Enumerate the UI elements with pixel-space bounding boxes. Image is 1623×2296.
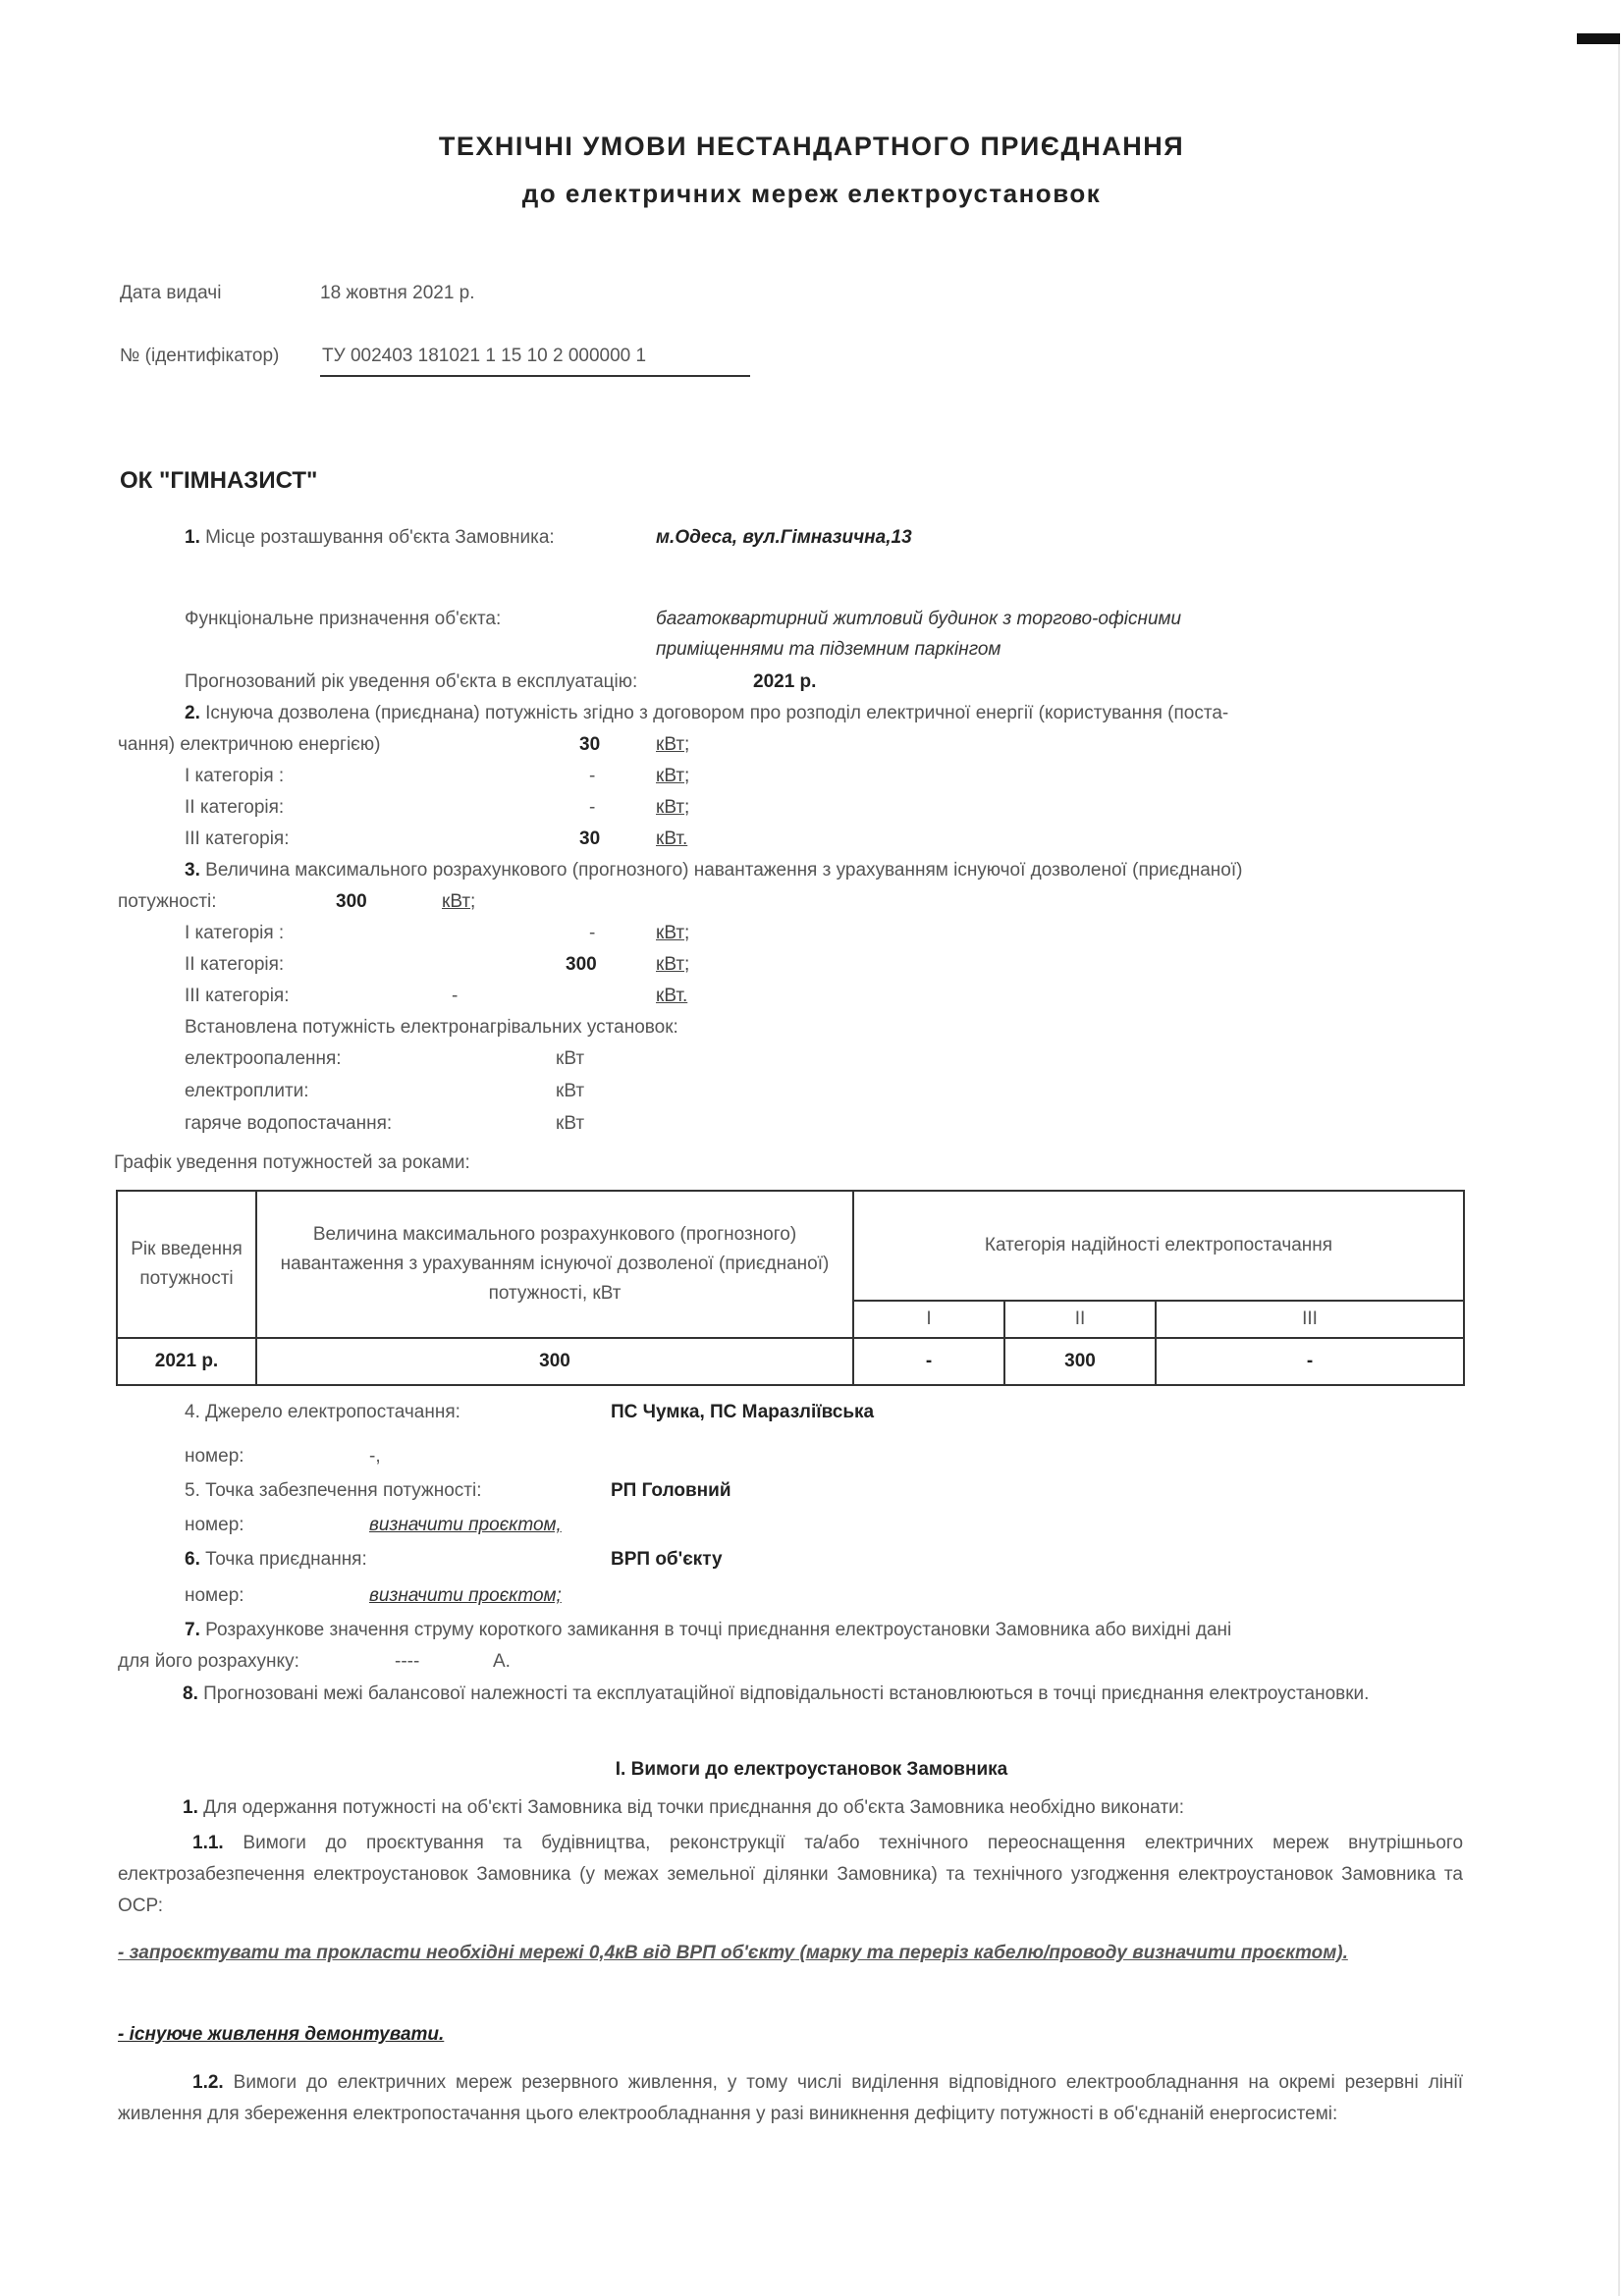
item3-total-unit: кВт; [442, 891, 476, 912]
item3-cat3-unit: кВт. [656, 986, 688, 1006]
item3-text-line2: потужності: [118, 891, 217, 912]
header-cat-II: ІІ [1004, 1301, 1156, 1338]
item3-cat3-label: ІІІ категорія: [185, 986, 290, 1006]
heating-label-2: електроплити: [185, 1081, 309, 1101]
section1-p11 [118, 1828, 1463, 1922]
item8-number: 8. [183, 1683, 198, 1704]
heating-unit-1: кВт [556, 1048, 585, 1069]
item7-value: ---- [395, 1651, 420, 1672]
header-year: Рік введення потужності [117, 1191, 256, 1338]
item3-text: Величина максимального розрахункового (прогнозного) навантаження з урахуванням існуючої дозволеної (приєднаної) [205, 860, 1243, 881]
item2-number: 2. [185, 703, 200, 723]
item3-cat2-value: 300 [566, 954, 597, 975]
item2-cat1-label: І категорія : [185, 766, 285, 786]
scan-corner-mark [1577, 33, 1620, 44]
item4-label [185, 1402, 460, 1423]
heating-unit-2: кВт [556, 1081, 585, 1101]
item5-number-value: визначити проєктом, [369, 1515, 562, 1535]
issue-date-value: 18 жовтня 2021 р. [320, 283, 475, 303]
item2-cat3-unit: кВт. [656, 828, 688, 849]
p1-text: Для одержання потужності на об'єкті Замовника від точки приєднання до об'єкта Замовника необхідно виконати: [203, 1797, 1185, 1818]
item6-number: 6. [185, 1549, 200, 1570]
item5-label [185, 1480, 481, 1502]
requirement-2: - існуюче живлення демонтувати. [118, 2024, 445, 2045]
commission-year-label: Прогнозований рік уведення об'єкта в експлуатацію: [185, 671, 638, 692]
item1-number: 1. [185, 527, 200, 548]
function-label: Функціональне призначення об'єкта: [185, 609, 502, 629]
item3-cat2-label: ІІ категорія: [185, 954, 285, 975]
item4-number-label: номер: [185, 1446, 244, 1467]
cell-cat-I: - [853, 1338, 1004, 1385]
cell-cat-III: - [1156, 1338, 1464, 1385]
item2-cat2-value: - [589, 797, 596, 818]
item8-paragraph [118, 1679, 1463, 1710]
function-value-line1: багатоквартирний житловий будинок з торгово-офісними [656, 609, 1182, 629]
item7-number: 7. [185, 1620, 200, 1640]
identifier-value: ТУ 002403 181021 1 15 10 2 000000 1 [322, 346, 647, 366]
commission-year-value: 2021 р. [753, 671, 817, 692]
item5-text: Точка забезпечення потужності: [205, 1480, 482, 1501]
header-cat-I: І [853, 1301, 1004, 1338]
item2-cat1-unit: кВт; [656, 766, 690, 786]
heating-unit-3: кВт [556, 1113, 585, 1134]
item3-number: 3. [185, 860, 200, 881]
item3-cat2-unit: кВт; [656, 954, 690, 975]
item6-number-label: номер: [185, 1585, 244, 1606]
header-cat-III: ІІІ [1156, 1301, 1464, 1338]
item1-location-label [185, 527, 555, 549]
identifier-label: № (ідентифікатор) [120, 346, 280, 366]
item2-cat3-label: ІІІ категорія: [185, 828, 290, 849]
header-load: Величина максимального розрахункового (прогнозного) навантаження з урахуванням існуючої дозволеної (приєднаної) потужності, кВт [256, 1191, 853, 1338]
item5-number: 5. [185, 1480, 200, 1501]
item2-text: Існуюча дозволена (приєднана) потужність згідно з договором про розподіл електричної енергії (користування (поста- [205, 703, 1229, 723]
item8-text: Прогнозовані межі балансової належності та експлуатаційної відповідальності встановлюються в точці приєднання електроустановки. [203, 1683, 1370, 1704]
item2-text-line1 [185, 703, 1228, 724]
item3-text-line1 [185, 860, 1242, 881]
table-row [117, 1338, 1464, 1385]
item2-cat2-unit: кВт; [656, 797, 690, 818]
document-title: ТЕХНІЧНІ УМОВИ НЕСТАНДАРТНОГО ПРИЄДНАННЯ [438, 132, 1185, 161]
customer-name: ОК "ГІМНАЗИСТ" [120, 467, 318, 494]
section1-p12 [118, 2067, 1463, 2130]
item3-cat1-unit: кВт; [656, 923, 690, 943]
function-value-line2: приміщеннями та підземним паркінгом [656, 639, 1001, 660]
requirement-1: - запроєктувати та прокласти необхідні мережі 0,4кВ від ВРП об'єкту (марку та переріз кабелю/проводу визначити проєктом). [118, 1943, 1348, 1963]
item4-value: ПС Чумка, ПС Маразліївська [611, 1402, 875, 1422]
section1-p1 [118, 1792, 1463, 1824]
schedule-caption: Графік уведення потужностей за роками: [114, 1152, 470, 1173]
item4-number-value: -, [369, 1446, 381, 1467]
cell-cat-II: 300 [1004, 1338, 1156, 1385]
cell-year: 2021 р. [117, 1338, 256, 1385]
item4-text: Джерело електропостачання: [205, 1402, 460, 1422]
p12-text: Вимоги до електричних мереж резервного живлення, у тому числі виділення відповідного електрообладнання на окремі резервні лінії живлення для збереження електропостачання цього електрообладнання у разі виникнення дефіциту потужності в об'єднаній енергосистемі: [118, 2072, 1464, 2124]
item3-cat1-value: - [589, 923, 596, 943]
scan-edge-line [1618, 44, 1620, 2296]
item6-label [185, 1549, 367, 1571]
item2-cat3-value: 30 [579, 828, 601, 849]
item7-text-line2: для його розрахунку: [118, 1651, 299, 1672]
p11-text: Вимоги до проєктування та будівництва, реконструкції та/або технічного переоснащення електричних мереж внутрішнього електрозабезпечення електроустановок Замовника (у межах земельної ділянки Замовника) та технічного узгодження електроустановок Замовника та ОСР: [118, 1833, 1464, 1916]
header-category: Категорія надійності електропостачання [853, 1191, 1464, 1301]
heating-label-3: гаряче водопостачання: [185, 1113, 393, 1134]
item6-value: ВРП об'єкту [611, 1549, 723, 1570]
item5-value: РП Головний [611, 1480, 731, 1501]
item2-cat2-label: ІІ категорія: [185, 797, 285, 818]
item1-location-value: м.Одеса, вул.Гімназична,13 [656, 527, 912, 548]
section1-title: І. Вимоги до електроустановок Замовника [615, 1759, 1008, 1780]
item3-cat3-value: - [452, 986, 459, 1006]
issue-date-label: Дата видачі [120, 283, 222, 303]
heating-title: Встановлена потужність електронагрівальних установок: [185, 1017, 678, 1038]
item5-number-label: номер: [185, 1515, 244, 1535]
identifier-underline [320, 375, 750, 377]
item3-total-value: 300 [336, 891, 367, 912]
cell-load: 300 [256, 1338, 853, 1385]
item4-number: 4. [185, 1402, 200, 1422]
schedule-table [116, 1190, 1465, 1386]
item7-unit: А. [493, 1651, 511, 1672]
item6-number-value: визначити проєктом; [369, 1585, 562, 1606]
item2-text-line2: чання) електричною енергією) [118, 734, 381, 755]
item2-cat1-value: - [589, 766, 596, 786]
p12-number: 1.2. [192, 2072, 224, 2093]
p11-number: 1.1. [192, 1833, 224, 1853]
heating-label-1: електроопалення: [185, 1048, 342, 1069]
item6-text: Точка приєднання: [205, 1549, 367, 1570]
document-subtitle: до електричних мереж електроустановок [521, 179, 1102, 208]
item7-text-line1 [185, 1620, 1231, 1641]
item7-text: Розрахункове значення струму короткого замикання в точці приєднання електроустановки Замовника або вихідні дані [205, 1620, 1232, 1640]
p1-number: 1. [183, 1797, 198, 1818]
item2-total-value: 30 [579, 734, 601, 755]
item2-total-unit: кВт; [656, 734, 690, 755]
item3-cat1-label: І категорія : [185, 923, 285, 943]
item1-label: Місце розташування об'єкта Замовника: [205, 527, 555, 548]
